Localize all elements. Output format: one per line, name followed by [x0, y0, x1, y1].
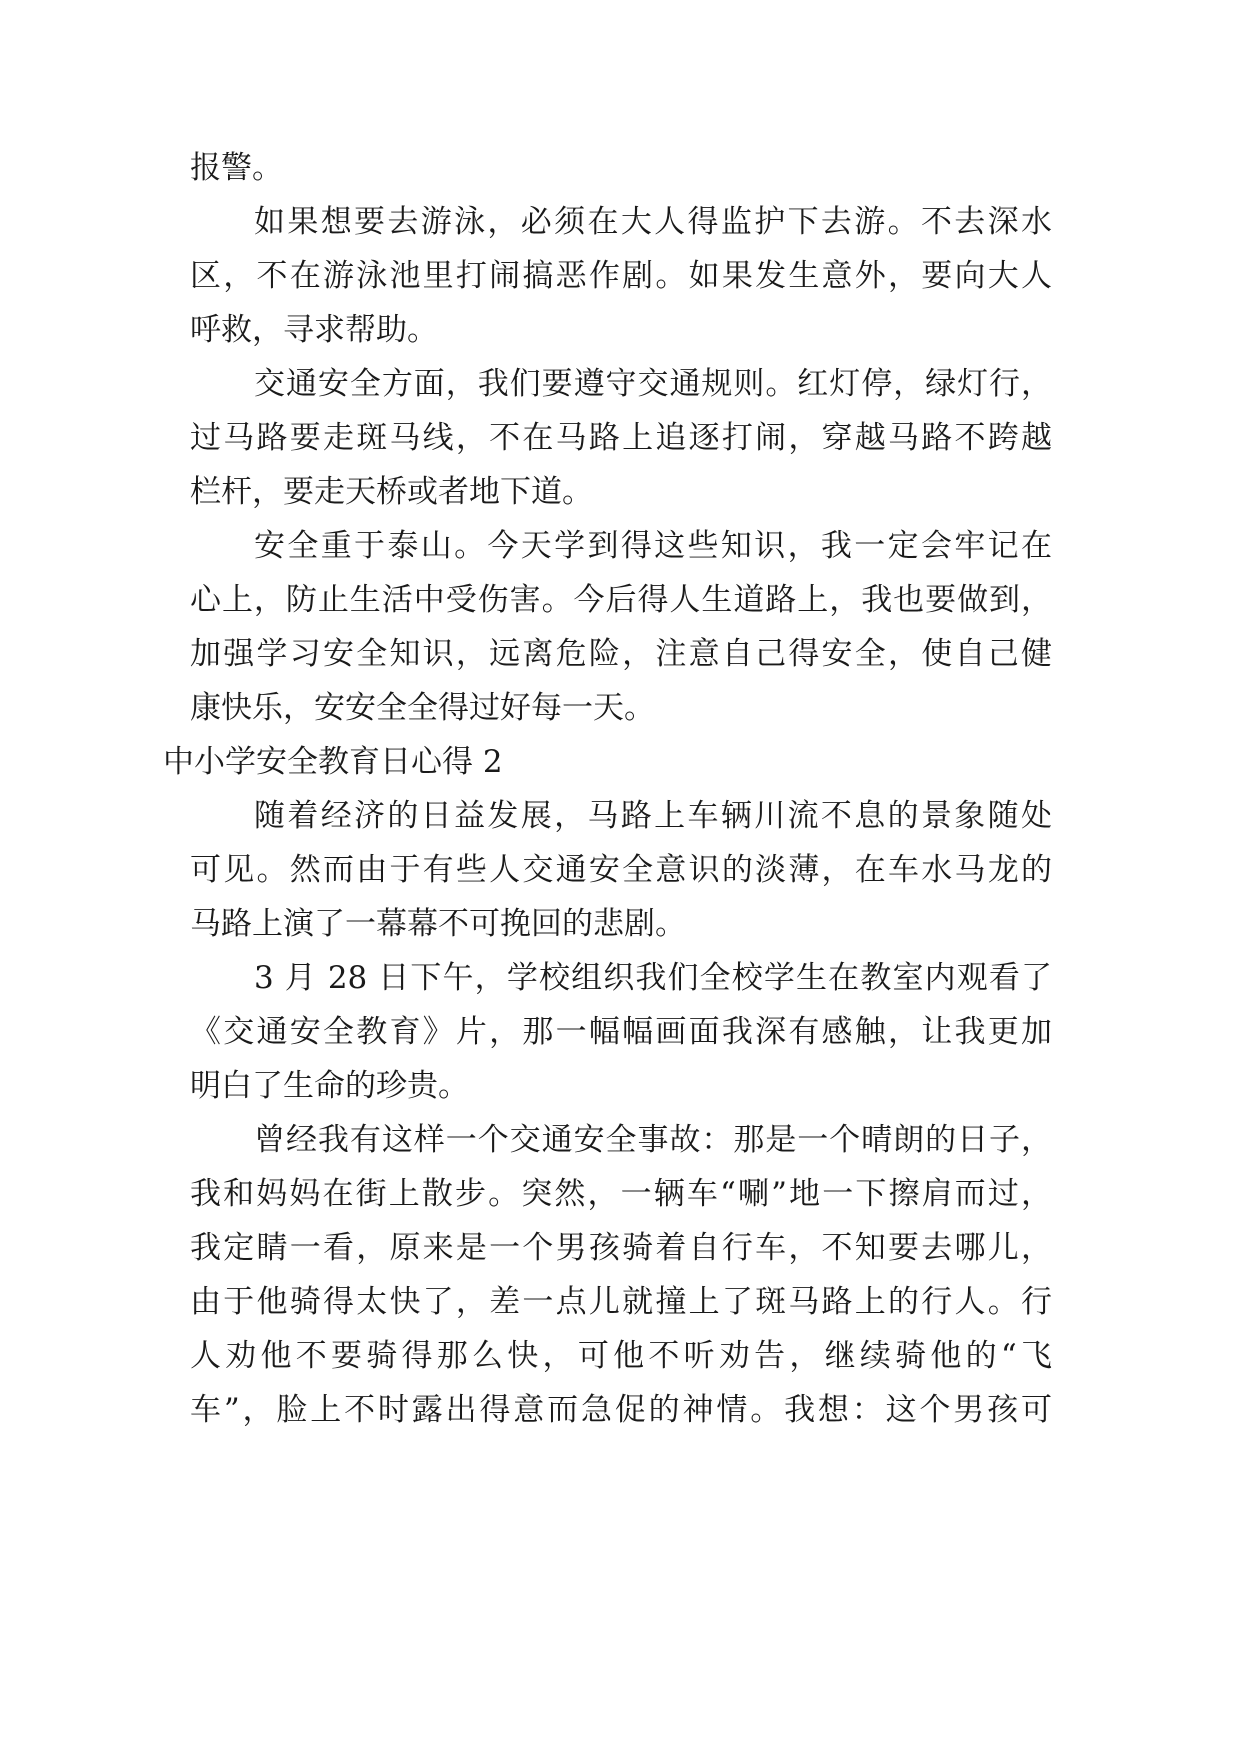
- text-line: 马路上演了一幕幕不可挽回的悲剧。: [190, 906, 686, 942]
- text-line: 呼救，寻求帮助。: [190, 312, 438, 348]
- text-line: 人劝他不要骑得那么快，可他不听劝告，继续骑他的“飞: [190, 1338, 1052, 1374]
- paragraph-first-line: 交通安全方面，我们要遵守交通规则。红灯停，绿灯行，: [254, 366, 1052, 402]
- text-line: 《交通安全教育》片，那一幅幅画面我深有感触，让我更加: [190, 1014, 1052, 1050]
- text-line: 车”，脸上不时露出得意而急促的神情。我想：这个男孩可: [190, 1392, 1052, 1428]
- text-line: 心上，防止生活中受伤害。今后得人生道路上，我也要做到，: [190, 582, 1052, 618]
- paragraph-first-line: 随着经济的日益发展，马路上车辆川流不息的景象随处: [254, 798, 1052, 834]
- text-line: 我和妈妈在街上散步。突然，一辆车“唰”地一下擦肩而过，: [190, 1176, 1052, 1212]
- paragraph-first-line: 安全重于泰山。今天学到得这些知识，我一定会牢记在: [254, 528, 1052, 564]
- paragraph-first-line: 3 月 28 日下午，学校组织我们全校学生在教室内观看了: [254, 960, 1052, 996]
- text-line: 明白了生命的珍贵。: [190, 1068, 469, 1104]
- text-line: 由于他骑得太快了，差一点儿就撞上了斑马路上的行人。行: [190, 1284, 1052, 1320]
- text-line: 区，不在游泳池里打闹搞恶作剧。如果发生意外，要向大人: [190, 258, 1052, 294]
- paragraph-first-line: 如果想要去游泳，必须在大人得监护下去游。不去深水: [254, 204, 1052, 240]
- text-line: 加强学习安全知识，远离危险，注意自己得安全，使自己健: [190, 636, 1052, 672]
- section-heading: 中小学安全教育日心得 2: [163, 744, 503, 780]
- text-line: 康快乐，安安全全得过好每一天。: [190, 690, 655, 726]
- text-line: 报警。: [190, 150, 283, 186]
- paragraph-first-line: 曾经我有这样一个交通安全事故：那是一个晴朗的日子，: [254, 1122, 1052, 1158]
- text-line: 我定睛一看，原来是一个男孩骑着自行车，不知要去哪儿，: [190, 1230, 1052, 1266]
- text-line: 栏杆，要走天桥或者地下道。: [190, 474, 593, 510]
- text-line: 可见。然而由于有些人交通安全意识的淡薄，在车水马龙的: [190, 852, 1052, 888]
- text-line: 过马路要走斑马线，不在马路上追逐打闹，穿越马路不跨越: [190, 420, 1052, 456]
